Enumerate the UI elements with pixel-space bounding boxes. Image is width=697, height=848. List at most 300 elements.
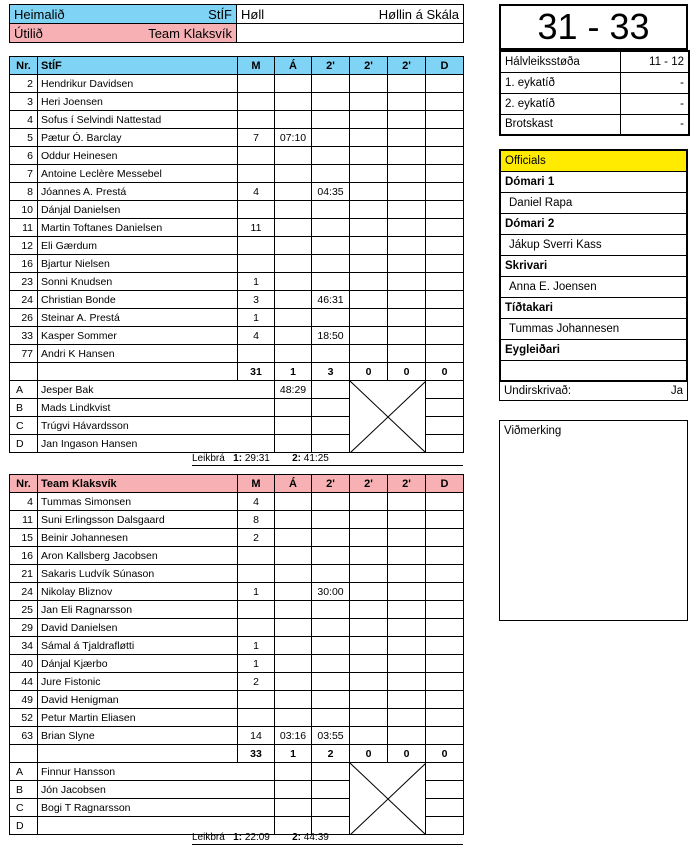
player-number: 5 bbox=[10, 129, 38, 147]
player-disqualification bbox=[426, 165, 464, 183]
player-goals bbox=[238, 201, 275, 219]
referee-name-row bbox=[500, 192, 687, 213]
col-2min-3: 2' bbox=[388, 57, 426, 75]
player-suspension-3 bbox=[388, 291, 426, 309]
player-suspension-3 bbox=[388, 547, 426, 565]
totals-blank bbox=[38, 745, 238, 763]
player-suspension-2 bbox=[350, 511, 388, 529]
away-team-col: Team Klaksvík bbox=[38, 475, 238, 493]
official-warning bbox=[275, 435, 312, 453]
player-suspension-1 bbox=[312, 547, 350, 565]
total-t2: 0 bbox=[350, 745, 388, 763]
player-suspension-3 bbox=[388, 565, 426, 583]
col-m: M bbox=[238, 57, 275, 75]
player-row bbox=[10, 583, 464, 601]
home-timeout-underline bbox=[192, 465, 463, 466]
player-suspension-3 bbox=[388, 673, 426, 691]
timeout-1-value: 22:09 bbox=[244, 832, 270, 843]
player-suspension-1 bbox=[312, 93, 350, 111]
player-suspension-2 bbox=[350, 147, 388, 165]
player-number: 8 bbox=[10, 183, 38, 201]
player-disqualification bbox=[426, 619, 464, 637]
player-suspension-2 bbox=[350, 291, 388, 309]
player-suspension-2 bbox=[350, 727, 388, 745]
player-disqualification bbox=[426, 111, 464, 129]
home-label: Heimalið bbox=[14, 6, 65, 22]
player-suspension-3 bbox=[388, 129, 426, 147]
official-warning: 48:29 bbox=[275, 381, 312, 399]
player-name: Martin Toftanes Danielsen bbox=[38, 219, 238, 237]
player-disqualification bbox=[426, 493, 464, 511]
col-2min-1: 2' bbox=[312, 57, 350, 75]
player-disqualification bbox=[426, 75, 464, 93]
player-goals: 1 bbox=[238, 583, 275, 601]
official-blank bbox=[426, 381, 464, 399]
referee-role-row bbox=[500, 339, 687, 360]
player-warning bbox=[275, 309, 312, 327]
player-name: Bjartur Nielsen bbox=[38, 255, 238, 273]
player-number: 77 bbox=[10, 345, 38, 363]
player-goals: 3 bbox=[238, 291, 275, 309]
player-number: 26 bbox=[10, 309, 38, 327]
player-warning bbox=[275, 493, 312, 511]
player-suspension-3 bbox=[388, 583, 426, 601]
col-2min-2: 2' bbox=[350, 475, 388, 493]
player-suspension-2 bbox=[350, 237, 388, 255]
team-official-row bbox=[10, 381, 464, 399]
player-name: Dánjal Danielsen bbox=[38, 201, 238, 219]
away-team-name: Team Klaksvík bbox=[148, 25, 232, 41]
official-blank bbox=[426, 435, 464, 453]
official-blank bbox=[426, 417, 464, 435]
player-suspension-3 bbox=[388, 183, 426, 201]
player-suspension-3 bbox=[388, 219, 426, 237]
player-suspension-1 bbox=[312, 309, 350, 327]
player-name: Jure Fistonic bbox=[38, 673, 238, 691]
summary-row bbox=[500, 72, 689, 93]
player-disqualification bbox=[426, 691, 464, 709]
player-suspension-1 bbox=[312, 165, 350, 183]
total-t2: 0 bbox=[350, 363, 388, 381]
player-row bbox=[10, 273, 464, 291]
player-disqualification bbox=[426, 237, 464, 255]
timeout-2-key: 2: bbox=[292, 832, 302, 843]
player-suspension-3 bbox=[388, 309, 426, 327]
summary-label: Brotskast bbox=[500, 114, 620, 135]
player-suspension-1: 03:55 bbox=[312, 727, 350, 745]
referee-role-row bbox=[500, 171, 687, 192]
player-number: 24 bbox=[10, 583, 38, 601]
player-suspension-1 bbox=[312, 219, 350, 237]
player-warning bbox=[275, 709, 312, 727]
player-number: 6 bbox=[10, 147, 38, 165]
player-name: David Henigman bbox=[38, 691, 238, 709]
player-suspension-2 bbox=[350, 619, 388, 637]
player-goals: 7 bbox=[238, 129, 275, 147]
player-disqualification bbox=[426, 147, 464, 165]
player-warning bbox=[275, 583, 312, 601]
player-number: 44 bbox=[10, 673, 38, 691]
player-goals: 2 bbox=[238, 529, 275, 547]
official-blank bbox=[312, 435, 350, 453]
player-suspension-3 bbox=[388, 727, 426, 745]
player-suspension-2 bbox=[350, 583, 388, 601]
player-suspension-3 bbox=[388, 165, 426, 183]
player-suspension-3 bbox=[388, 237, 426, 255]
player-goals bbox=[238, 565, 275, 583]
player-warning bbox=[275, 655, 312, 673]
player-suspension-1 bbox=[312, 655, 350, 673]
totals-blank bbox=[38, 363, 238, 381]
referee-name bbox=[500, 360, 687, 381]
player-name: Hendrikur Davidsen bbox=[38, 75, 238, 93]
totals-blank bbox=[10, 363, 38, 381]
team-official-row bbox=[10, 799, 464, 817]
official-code: A bbox=[10, 381, 38, 399]
col-nr: Nr. bbox=[10, 475, 38, 493]
away-team-cell bbox=[10, 24, 237, 43]
referee-name: Tummas Johannesen bbox=[500, 318, 687, 339]
player-warning bbox=[275, 219, 312, 237]
player-name: Sakaris Ludvík Súnason bbox=[38, 565, 238, 583]
summary-row bbox=[500, 114, 689, 135]
official-blank bbox=[426, 799, 464, 817]
player-number: 29 bbox=[10, 619, 38, 637]
col-d: D bbox=[426, 57, 464, 75]
player-suspension-1 bbox=[312, 273, 350, 291]
player-warning bbox=[275, 619, 312, 637]
player-warning bbox=[275, 183, 312, 201]
player-goals: 1 bbox=[238, 637, 275, 655]
timeout-label: Leikbrá bbox=[192, 453, 225, 464]
player-suspension-1 bbox=[312, 511, 350, 529]
player-disqualification bbox=[426, 583, 464, 601]
official-code: C bbox=[10, 417, 38, 435]
player-disqualification bbox=[426, 673, 464, 691]
player-suspension-3 bbox=[388, 111, 426, 129]
player-suspension-3 bbox=[388, 273, 426, 291]
referee-role: Dómari 2 bbox=[500, 213, 687, 234]
official-name: Trúgvi Hávardsson bbox=[38, 417, 275, 435]
summary-label: Hálvleiksstøða bbox=[500, 51, 620, 72]
player-warning bbox=[275, 111, 312, 129]
player-suspension-1 bbox=[312, 619, 350, 637]
official-blank bbox=[312, 781, 350, 799]
player-row bbox=[10, 75, 464, 93]
player-suspension-3 bbox=[388, 255, 426, 273]
player-number: 21 bbox=[10, 565, 38, 583]
referee-name-row bbox=[500, 234, 687, 255]
official-blank bbox=[312, 799, 350, 817]
match-header bbox=[9, 4, 464, 43]
player-warning bbox=[275, 511, 312, 529]
official-blank bbox=[312, 417, 350, 435]
signed-value: Ja bbox=[670, 385, 683, 397]
col-d: D bbox=[426, 475, 464, 493]
team-official-row bbox=[10, 763, 464, 781]
timeout-1-key: 1: bbox=[233, 832, 243, 843]
player-number: 40 bbox=[10, 655, 38, 673]
player-warning bbox=[275, 237, 312, 255]
player-suspension-1 bbox=[312, 111, 350, 129]
official-code: B bbox=[10, 399, 38, 417]
official-code: D bbox=[10, 817, 38, 835]
player-row bbox=[10, 129, 464, 147]
player-disqualification bbox=[426, 637, 464, 655]
venue-cell bbox=[237, 5, 464, 24]
player-row bbox=[10, 493, 464, 511]
player-suspension-3 bbox=[388, 691, 426, 709]
player-goals bbox=[238, 691, 275, 709]
player-warning bbox=[275, 345, 312, 363]
empty-header-cell bbox=[237, 24, 464, 43]
player-suspension-2 bbox=[350, 529, 388, 547]
player-suspension-1 bbox=[312, 691, 350, 709]
col-nr: Nr. bbox=[10, 57, 38, 75]
notes-box bbox=[499, 420, 688, 621]
player-disqualification bbox=[426, 601, 464, 619]
player-suspension-1 bbox=[312, 601, 350, 619]
player-number: 16 bbox=[10, 547, 38, 565]
player-goals: 1 bbox=[238, 655, 275, 673]
official-cross-cell bbox=[350, 417, 426, 435]
player-suspension-3 bbox=[388, 601, 426, 619]
player-suspension-3 bbox=[388, 345, 426, 363]
player-disqualification bbox=[426, 309, 464, 327]
player-suspension-2 bbox=[350, 219, 388, 237]
player-goals bbox=[238, 547, 275, 565]
player-name: Suni Erlingsson Dalsgaard bbox=[38, 511, 238, 529]
player-disqualification bbox=[426, 201, 464, 219]
player-goals bbox=[238, 75, 275, 93]
venue-name: Høllin á Skála bbox=[378, 6, 459, 22]
player-suspension-2 bbox=[350, 565, 388, 583]
referee-name: Anna E. Joensen bbox=[500, 276, 687, 297]
player-name: Petur Martin Eliasen bbox=[38, 709, 238, 727]
total-d: 0 bbox=[426, 745, 464, 763]
player-number: 7 bbox=[10, 165, 38, 183]
away-players-table bbox=[9, 474, 464, 835]
player-suspension-3 bbox=[388, 511, 426, 529]
player-warning bbox=[275, 93, 312, 111]
signed-box bbox=[499, 381, 688, 401]
player-suspension-2 bbox=[350, 255, 388, 273]
player-row bbox=[10, 291, 464, 309]
player-name: Aron Kallsberg Jacobsen bbox=[38, 547, 238, 565]
col-m: M bbox=[238, 475, 275, 493]
player-warning bbox=[275, 147, 312, 165]
official-warning bbox=[275, 781, 312, 799]
player-suspension-1 bbox=[312, 709, 350, 727]
player-name: Sofus í Selvindi Nattestad bbox=[38, 111, 238, 129]
player-warning bbox=[275, 547, 312, 565]
player-name: Jóannes A. Prestá bbox=[38, 183, 238, 201]
official-cross-cell bbox=[350, 799, 426, 817]
player-suspension-1: 46:31 bbox=[312, 291, 350, 309]
player-suspension-2 bbox=[350, 273, 388, 291]
player-goals: 4 bbox=[238, 183, 275, 201]
player-warning bbox=[275, 291, 312, 309]
player-goals: 1 bbox=[238, 309, 275, 327]
player-disqualification bbox=[426, 547, 464, 565]
player-suspension-2 bbox=[350, 637, 388, 655]
referee-role-row bbox=[500, 213, 687, 234]
player-row bbox=[10, 111, 464, 129]
official-blank bbox=[426, 399, 464, 417]
player-name: Antoine Leclère Messebel bbox=[38, 165, 238, 183]
player-disqualification bbox=[426, 727, 464, 745]
official-blank bbox=[426, 781, 464, 799]
player-goals: 11 bbox=[238, 219, 275, 237]
player-suspension-1: 04:35 bbox=[312, 183, 350, 201]
player-suspension-2 bbox=[350, 601, 388, 619]
player-number: 49 bbox=[10, 691, 38, 709]
player-suspension-3 bbox=[388, 201, 426, 219]
player-row bbox=[10, 529, 464, 547]
player-goals bbox=[238, 345, 275, 363]
summary-value: 11 - 12 bbox=[620, 51, 689, 72]
totals-blank bbox=[10, 745, 38, 763]
player-row bbox=[10, 219, 464, 237]
player-goals bbox=[238, 165, 275, 183]
player-row bbox=[10, 327, 464, 345]
player-disqualification bbox=[426, 529, 464, 547]
player-warning bbox=[275, 691, 312, 709]
home-team-cell bbox=[10, 5, 237, 24]
player-row bbox=[10, 565, 464, 583]
col-2min-2: 2' bbox=[350, 57, 388, 75]
player-name: Eli Gærdum bbox=[38, 237, 238, 255]
official-warning bbox=[275, 763, 312, 781]
player-suspension-2 bbox=[350, 309, 388, 327]
team-official-row bbox=[10, 417, 464, 435]
team-official-row bbox=[10, 399, 464, 417]
player-name: Steinar A. Prestá bbox=[38, 309, 238, 327]
official-warning bbox=[275, 399, 312, 417]
official-blank bbox=[312, 763, 350, 781]
player-suspension-2 bbox=[350, 655, 388, 673]
player-disqualification bbox=[426, 93, 464, 111]
totals-row bbox=[10, 363, 464, 381]
player-name: Kasper Sommer bbox=[38, 327, 238, 345]
player-disqualification bbox=[426, 511, 464, 529]
player-goals: 4 bbox=[238, 493, 275, 511]
player-number: 24 bbox=[10, 291, 38, 309]
player-goals bbox=[238, 709, 275, 727]
player-disqualification bbox=[426, 219, 464, 237]
player-suspension-2 bbox=[350, 111, 388, 129]
col-2min-3: 2' bbox=[388, 475, 426, 493]
player-row bbox=[10, 691, 464, 709]
official-name: Jan Ingason Hansen bbox=[38, 435, 275, 453]
official-name: Mads Lindkvist bbox=[38, 399, 275, 417]
timeout-label: Leikbrá bbox=[192, 832, 225, 843]
player-goals bbox=[238, 619, 275, 637]
player-row bbox=[10, 511, 464, 529]
player-suspension-1 bbox=[312, 75, 350, 93]
player-suspension-2 bbox=[350, 493, 388, 511]
player-goals bbox=[238, 255, 275, 273]
player-goals: 1 bbox=[238, 273, 275, 291]
official-cross-cell bbox=[350, 399, 426, 417]
official-blank bbox=[426, 817, 464, 835]
referee-role: Skrivari bbox=[500, 255, 687, 276]
official-blank bbox=[426, 763, 464, 781]
player-warning bbox=[275, 255, 312, 273]
player-name: Nikolay Bliznov bbox=[38, 583, 238, 601]
player-suspension-1 bbox=[312, 129, 350, 147]
referee-name-row bbox=[500, 318, 687, 339]
player-suspension-3 bbox=[388, 709, 426, 727]
player-warning bbox=[275, 529, 312, 547]
col-2min-1: 2' bbox=[312, 475, 350, 493]
official-cross-cell bbox=[350, 435, 426, 453]
player-name: Andri K Hansen bbox=[38, 345, 238, 363]
player-name: Sonni Knudsen bbox=[38, 273, 238, 291]
timeout-1-key: 1: bbox=[233, 453, 243, 464]
final-score: 31 - 33 bbox=[499, 4, 688, 50]
official-warning bbox=[275, 417, 312, 435]
referee-role: Eygleiðari bbox=[500, 339, 687, 360]
player-row bbox=[10, 147, 464, 165]
team-official-row bbox=[10, 781, 464, 799]
player-name: Christian Bonde bbox=[38, 291, 238, 309]
player-number: 34 bbox=[10, 637, 38, 655]
player-row bbox=[10, 201, 464, 219]
player-disqualification bbox=[426, 709, 464, 727]
player-warning bbox=[275, 327, 312, 345]
player-suspension-3 bbox=[388, 619, 426, 637]
player-suspension-3 bbox=[388, 147, 426, 165]
player-suspension-2 bbox=[350, 75, 388, 93]
venue-label: Høll bbox=[241, 6, 265, 22]
player-disqualification bbox=[426, 327, 464, 345]
player-suspension-1 bbox=[312, 255, 350, 273]
player-disqualification bbox=[426, 291, 464, 309]
official-cross-cell bbox=[350, 763, 426, 781]
timeout-2-key: 2: bbox=[292, 453, 302, 464]
player-goals: 4 bbox=[238, 327, 275, 345]
player-suspension-3 bbox=[388, 655, 426, 673]
player-goals bbox=[238, 147, 275, 165]
player-goals: 2 bbox=[238, 673, 275, 691]
player-goals: 8 bbox=[238, 511, 275, 529]
official-name: Finnur Hansson bbox=[38, 763, 275, 781]
player-suspension-1 bbox=[312, 237, 350, 255]
away-timeout-underline bbox=[192, 844, 463, 845]
player-suspension-1 bbox=[312, 147, 350, 165]
player-suspension-3 bbox=[388, 637, 426, 655]
player-suspension-1 bbox=[312, 673, 350, 691]
player-suspension-2 bbox=[350, 183, 388, 201]
player-warning bbox=[275, 75, 312, 93]
player-warning bbox=[275, 673, 312, 691]
player-row bbox=[10, 655, 464, 673]
officials-title: Officials bbox=[500, 150, 687, 171]
player-row bbox=[10, 601, 464, 619]
player-number: 11 bbox=[10, 219, 38, 237]
official-cross-cell bbox=[350, 781, 426, 799]
player-suspension-3 bbox=[388, 93, 426, 111]
player-goals: 14 bbox=[238, 727, 275, 745]
player-row bbox=[10, 727, 464, 745]
player-number: 4 bbox=[10, 111, 38, 129]
official-cross-cell bbox=[350, 817, 426, 835]
total-t1: 2 bbox=[312, 745, 350, 763]
summary-table bbox=[499, 50, 690, 136]
player-row bbox=[10, 165, 464, 183]
player-number: 52 bbox=[10, 709, 38, 727]
